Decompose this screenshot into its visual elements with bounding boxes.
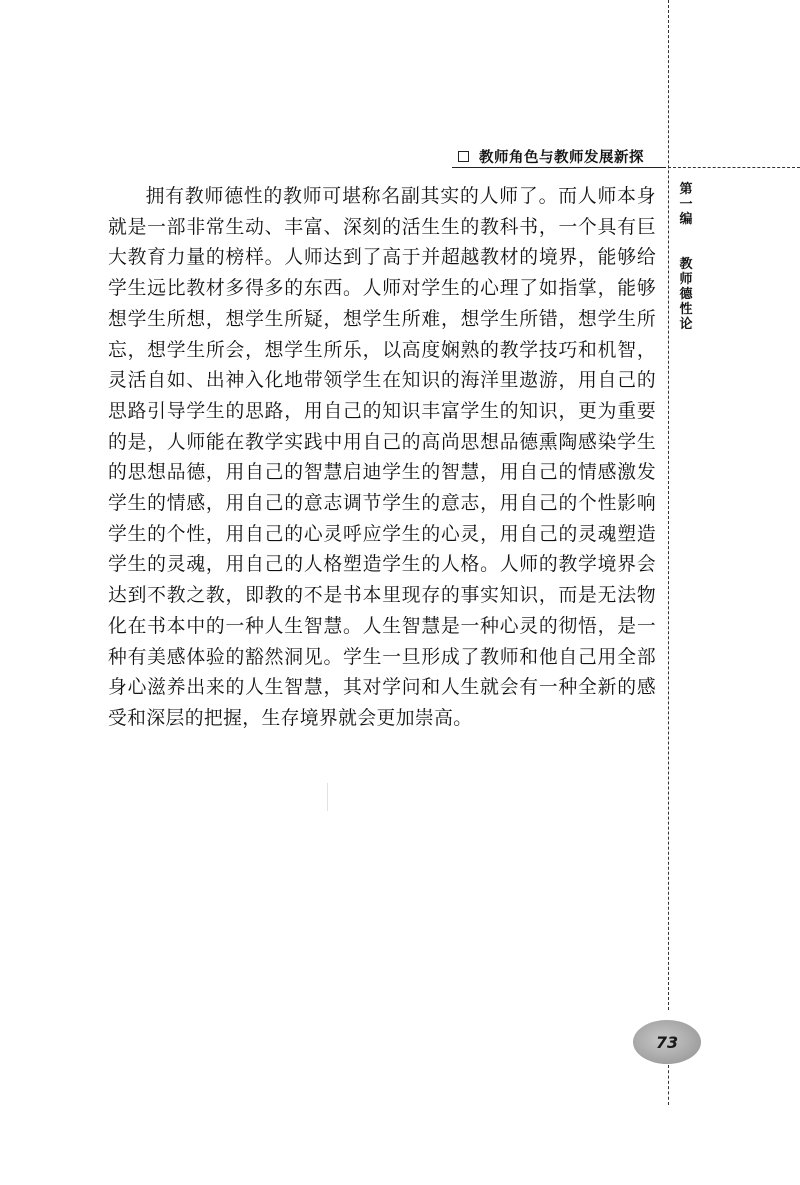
side-tab-gap bbox=[677, 227, 695, 257]
page-number bbox=[633, 1020, 701, 1064]
margin-dashed-line-bottom bbox=[668, 1065, 669, 1105]
side-tab bbox=[677, 182, 695, 332]
side-tab-section: 教师德性论 bbox=[679, 257, 693, 332]
body-text bbox=[108, 182, 656, 735]
running-header bbox=[458, 146, 644, 166]
header-dashed-line bbox=[668, 167, 800, 168]
running-header-title: 教师角色与教师发展新探 bbox=[479, 149, 644, 166]
body-paragraph: 拥有教师德性的教师可堪称名副其实的人师了。而人师本身就是一部非常生动、丰富、深刻的活生生的教科书，一个具有巨大教育力量的榜样。人师达到了高于并超越教材的境界，能够给学生远比教材多得多的东西。人师对学生的心理了如指掌，能够想学生所想，想学生所疑，想学生所难，想学生所错，想学生所忘，想学生所会，想学生所乐，以高度娴熟的教学技巧和机智，灵活自如、出神入化地带领学生在知识的海洋里遨游，用自己的思路引导学生的思路，用自己的知识丰富学生的知识，更为重要的是，人师能在教学实践中用自己的高尚思想品德熏陶感染学生的思想品德，用自己的智慧启迪学生的智慧，用自己的情感激发学生的情感，用自己的意志调节学生的意志，用自己的个性影响学生的个性，用自己的心灵呼应学生的心灵，用自己的灵魂塑造学生的灵魂，用自己的人格塑造学生的人格。人师的教学境界会达到不教之教，即教的不是书本里现存的事实知识，而是无法物化在书本中的一种人生智慧。人生智慧是一种心灵的彻悟，是一种有美感体验的豁然洞见。学生一旦形成了教师和他自己用全部身心滋养出来的人生智慧，其对学问和人生就会有一种全新的感受和深层的把握，生存境界就会更加崇高。 bbox=[108, 186, 656, 729]
margin-dashed-line bbox=[668, 0, 669, 1010]
gutter-mark bbox=[327, 783, 328, 811]
page-number-value: 73 bbox=[655, 1032, 679, 1052]
square-box-icon bbox=[458, 151, 469, 162]
side-tab-part: 第一编 bbox=[679, 182, 693, 227]
header-rule bbox=[452, 167, 666, 168]
